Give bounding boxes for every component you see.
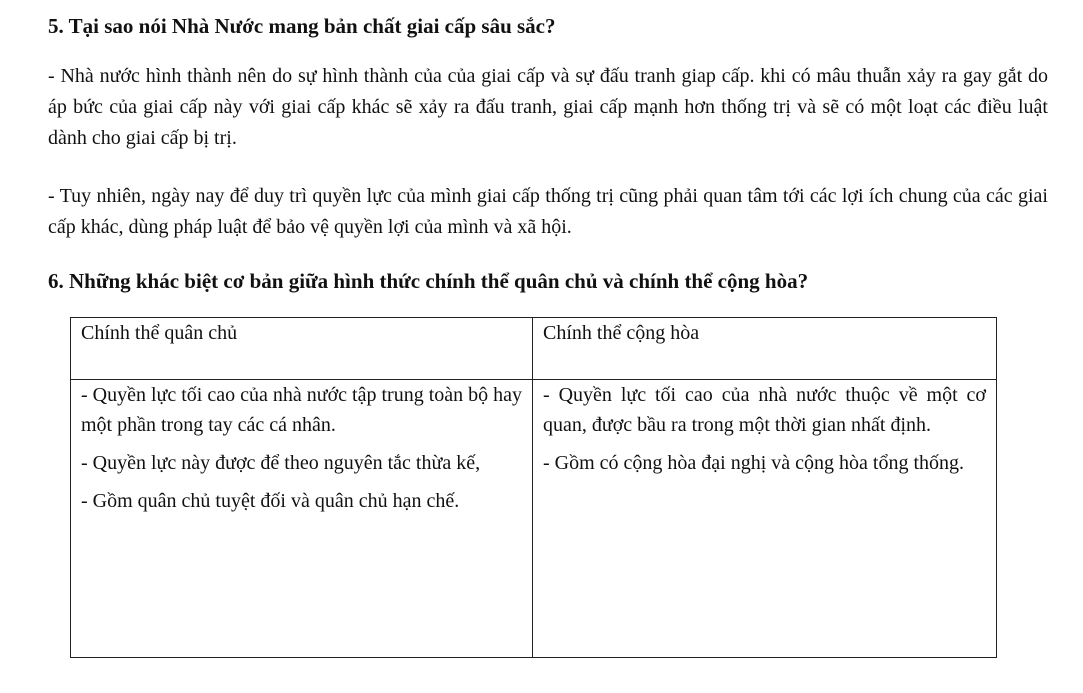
table-body-row — [71, 380, 997, 658]
question-5-paragraph-2: - Tuy nhiên, ngày nay để duy trì quyền lực của mình giai cấp thống trị cũng phải quan tâm tới các lợi ích chung của các giai cấp khác, dùng pháp luật để bảo vệ quyền lợi của mình và xã hội. — [48, 185, 1048, 238]
republic-point-2: - Gồm có cộng hòa đại nghị và cộng hòa tổng thống. — [543, 452, 965, 474]
header-monarchy: Chính thể quân chủ — [71, 318, 533, 380]
question-5-paragraph-1: - Nhà nước hình thành nên do sự hình thành của của giai cấp và sự đấu tranh giap cấp. khi có mâu thuẫn xảy ra gay gắt do áp bức của giai cấp này với giai cấp khác sẽ xảy ra đấu tranh, giai cấp mạnh hơn thống trị và sẽ có một loạt các điều luật dành cho giai cấp bị trị. — [48, 65, 1048, 149]
table-header-row — [71, 318, 997, 380]
question-5-heading: 5. Tại sao nói Nhà Nước mang bản chất giai cấp sâu sắc? — [48, 14, 556, 38]
monarchy-point-2: - Quyền lực này được để theo nguyên tắc thừa kế, — [81, 452, 481, 474]
monarchy-point-3: - Gồm quân chủ tuyệt đối và quân chủ hạn chế. — [81, 490, 460, 512]
republic-point-1: - Quyền lực tối cao của nhà nước thuộc về một cơ quan, được bầu ra trong một thời gian nhất định. — [543, 384, 986, 436]
republic-cell — [533, 380, 997, 658]
monarchy-cell — [71, 380, 533, 658]
comparison-table — [70, 317, 997, 658]
header-republic: Chính thể cộng hòa — [533, 318, 997, 380]
monarchy-point-1: - Quyền lực tối cao của nhà nước tập trung toàn bộ hay một phần trong tay các cá nhân. — [81, 384, 523, 436]
question-6-heading: 6. Những khác biệt cơ bản giữa hình thức chính thể quân chủ và chính thể cộng hòa? — [48, 269, 809, 293]
